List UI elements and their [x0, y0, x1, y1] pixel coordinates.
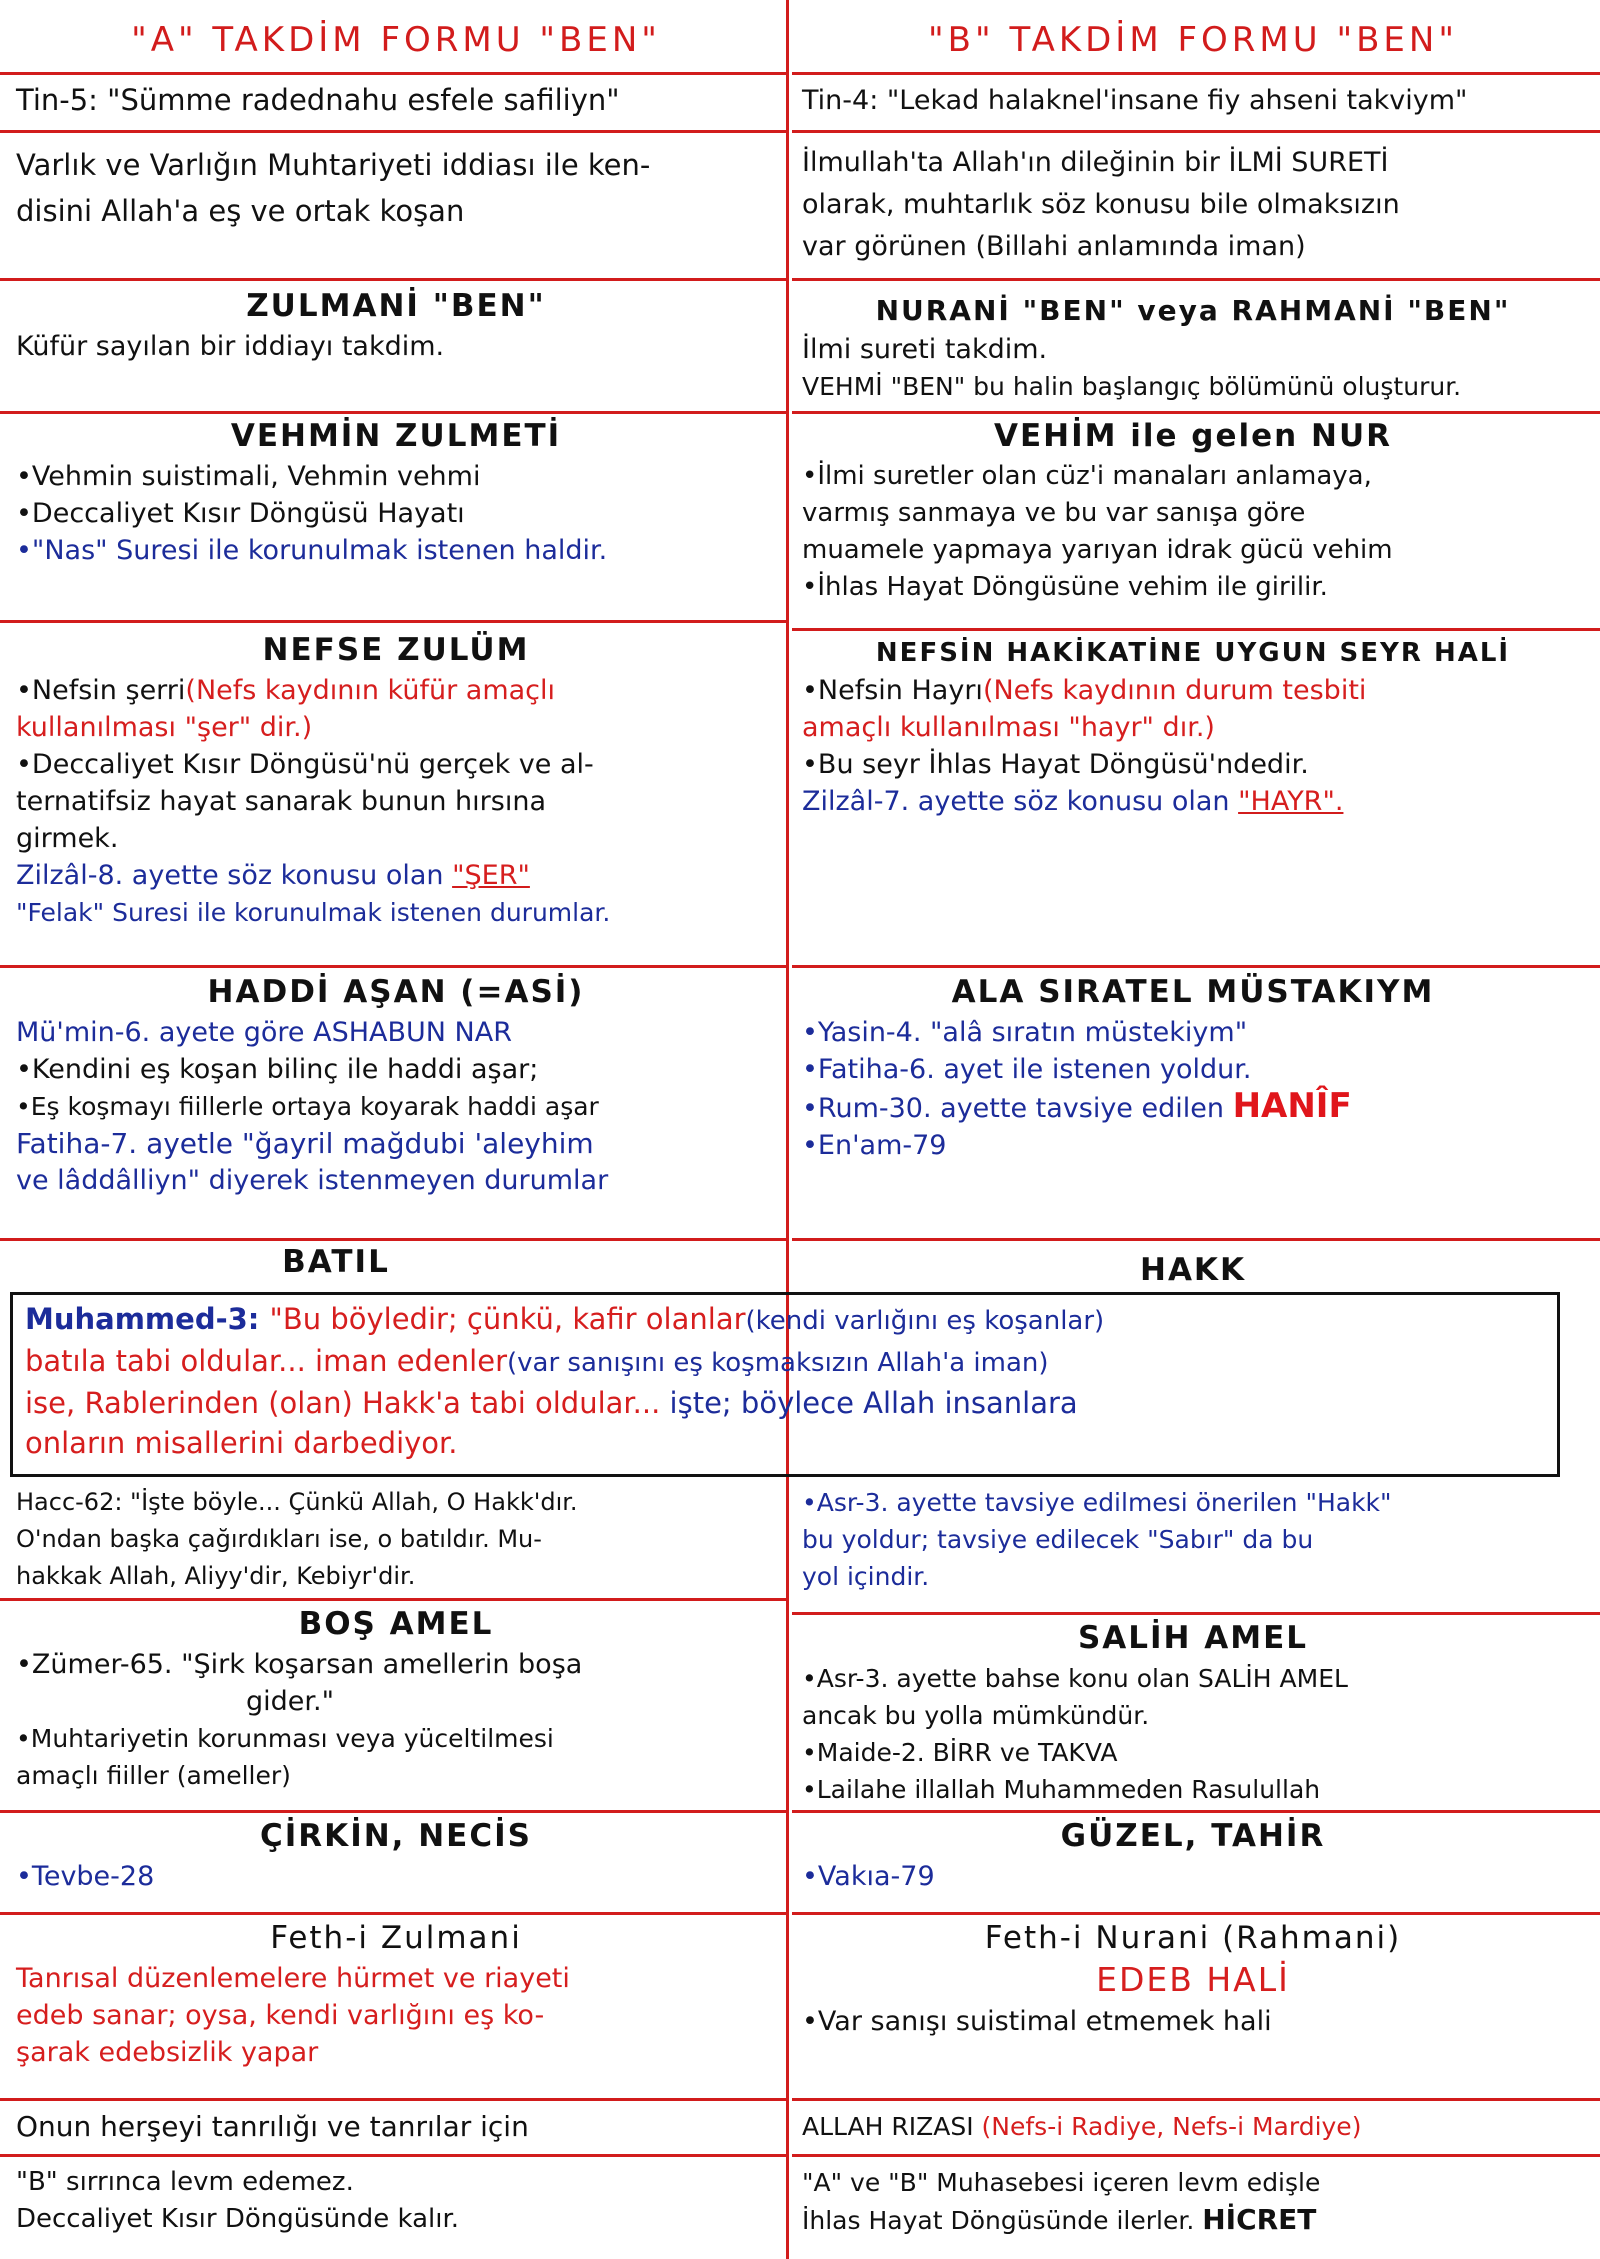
section-title: ÇİRKİN, NECİS	[260, 1818, 532, 1854]
divider	[792, 1238, 1600, 1241]
row5-right	[792, 634, 1594, 965]
row3-left	[6, 284, 786, 411]
red-note: kullanılması "şer" dir.)	[16, 712, 313, 743]
ser-word: "ŞER"	[452, 860, 530, 891]
divider	[0, 278, 786, 281]
red-text: Tanrısal düzenlemelere hürmet ve riayeti	[16, 1963, 570, 1994]
section-title: Feth-i Nurani (Rahmani)	[984, 1920, 1402, 1956]
divider	[0, 2154, 786, 2157]
edeb-hali-title: EDEB HALİ	[1096, 1960, 1290, 1999]
section-title: NEFSE ZULÜM	[262, 632, 530, 668]
nefs-hayri: •Nefsin Hayrı	[802, 675, 983, 706]
divider	[0, 1598, 786, 1601]
divider	[792, 72, 1600, 75]
section-title: SALİH AMEL	[1077, 1620, 1309, 1656]
divider	[792, 1810, 1600, 1813]
text-line: "A" ve "B" Muhasebesi içeren levm edişle	[802, 2168, 1321, 2197]
red-note: (Nefs kaydının küfür amaçlı	[185, 675, 556, 706]
row8-left	[6, 1480, 786, 1598]
text-line: Deccaliyet Kısır Döngüsünde kalır.	[16, 2204, 460, 2234]
tevbe28-note: •Tevbe-28	[16, 1861, 155, 1892]
red-text: ise, Rablerinden (olan) Hakk'a tabi oldular...	[25, 1386, 670, 1420]
hicret-word: HİCRET	[1202, 2203, 1317, 2236]
row1-left	[6, 78, 786, 130]
text-line: •Eş koşmayı fiillerle ortaya koyarak haddi aşar	[16, 1092, 599, 1121]
row6-right	[792, 970, 1594, 1238]
asr3-line: •Asr-3. ayette tavsiye edilmesi önerilen "Hakk"	[802, 1488, 1392, 1517]
section-title: BOŞ AMEL	[298, 1606, 494, 1642]
text-line: Onun herşeyi tanrılığı ve tanrılar için	[16, 2110, 529, 2143]
center-divider	[786, 0, 789, 2259]
text-line: •Lailahe illallah Muhammeden Rasulullah	[802, 1775, 1321, 1804]
row3-right	[792, 290, 1594, 411]
text-line: İlmullah'ta Allah'ın dileğinin bir İLMİ SURETİ	[802, 147, 1389, 178]
row9-right	[792, 1616, 1594, 1810]
text-line: varmış sanmaya ve bu var sanışa göre	[802, 498, 1306, 528]
red-text: "Bu böyledir; çünkü, kafir olanlar	[269, 1302, 746, 1336]
divider	[792, 628, 1600, 631]
row11-left	[6, 1916, 786, 2098]
fatiha6-note: •Fatiha-6. ayet ile istenen yoldur.	[802, 1054, 1252, 1085]
section-title: ZULMANİ "BEN"	[246, 288, 546, 324]
red-note: (Nefs kaydının durum tesbiti	[982, 675, 1367, 706]
vakia79-note: •Vakıa-79	[802, 1861, 935, 1892]
header-right-cell	[792, 0, 1594, 72]
text-line: •Deccaliyet Kısır Döngüsü Hayatı	[16, 498, 465, 529]
text-line: O'ndan başka çağırdıkları ise, o batıldır. Mu-	[16, 1525, 542, 1553]
mumin6-note: Mü'min-6. ayete göre ASHABUN NAR	[16, 1017, 512, 1048]
zilzal7-note: Zilzâl-7. ayette söz konusu olan	[802, 786, 1239, 817]
text-line: bu yoldur; tavsiye edilecek "Sabır" da bu	[802, 1525, 1314, 1554]
row11-right	[792, 1916, 1594, 2098]
section-title: VEHMİN ZULMETİ	[230, 418, 562, 454]
muhammed3-ref: Muhammed-3:	[25, 1302, 270, 1336]
divider	[0, 130, 786, 133]
divider	[0, 2098, 786, 2101]
section-title: VEHİM ile gelen NUR	[993, 418, 1393, 454]
fatiha7-note: Fatiha-7. ayetle "ğayril mağdubi 'aleyhim	[16, 1127, 594, 1160]
divider	[792, 130, 1600, 133]
text-line: •Zümer-65. "Şirk koşarsan amellerin boşa	[16, 1649, 583, 1680]
tin5-verse: Tin-5: "Sümme radednahu esfele safiliyn"	[16, 83, 620, 117]
nefs-serri: •Nefsin şerri	[16, 675, 186, 706]
text-line: İhlas Hayat Döngüsünde ilerler.	[802, 2206, 1203, 2235]
fatiha7-note: ve lâddâlliyn" diyerek istenmeyen durumlar	[16, 1165, 609, 1196]
section-title: BATIL	[282, 1244, 390, 1280]
divider	[0, 965, 786, 968]
text-line: disini Allah'a eş ve ortak koşan	[16, 194, 465, 228]
zilzal8-note: Zilzâl-8. ayette söz konusu olan	[16, 860, 453, 891]
nas-sure-note: •"Nas" Suresi ile korunulmak istenen haldir.	[16, 535, 608, 566]
enam79-note: •En'am-79	[802, 1130, 947, 1161]
red-text: onların misallerini darbediyor.	[25, 1426, 458, 1460]
text-line: Küfür sayılan bir iddiayı takdim.	[16, 331, 445, 362]
divider	[792, 278, 1600, 281]
muhammed3-box	[10, 1292, 1560, 1477]
text-line: hakkak Allah, Aliyy'dir, Kebiyr'dir.	[16, 1562, 416, 1590]
red-text: (Nefs-i Radiye, Nefs-i Mardiye)	[981, 2112, 1362, 2141]
blue-text: işte; böylece Allah insanlara	[669, 1386, 1078, 1420]
batil-title-cell	[6, 1242, 786, 1290]
row13-right	[792, 2160, 1594, 2256]
section-title: HADDİ AŞAN (=ASİ)	[207, 974, 585, 1010]
text-line: var görünen (Billahi anlamında iman)	[802, 231, 1306, 262]
section-title: Feth-i Zulmani	[270, 1920, 522, 1956]
section-title: NEFSİN HAKİKATİNE UYGUN SEYR HALİ	[875, 638, 1511, 668]
row13-left	[6, 2160, 786, 2256]
allah-rizasi: ALLAH RIZASI	[802, 2112, 982, 2141]
divider	[792, 2098, 1600, 2101]
text-line: muamele yapmaya yarıyan idrak gücü vehim	[802, 535, 1393, 565]
red-text: batıla tabi oldular... iman edenler	[25, 1344, 507, 1378]
red-text: şarak edebsizlik yapar	[16, 2037, 319, 2068]
text-line: yol içindir.	[802, 1562, 930, 1591]
red-note: amaçlı kullanılması "hayr" dır.)	[802, 712, 1215, 743]
text-line: ternatifsiz hayat sanarak bunun hırsına	[16, 786, 546, 817]
divider	[792, 965, 1600, 968]
text-line: amaçlı fiiller (ameller)	[16, 1761, 291, 1790]
row4-right	[792, 414, 1594, 628]
text-line: ancak bu yolla mümkündür.	[802, 1701, 1150, 1730]
divider	[0, 1810, 786, 1813]
section-title: HAKK	[1140, 1252, 1246, 1288]
hakk-title-cell	[792, 1250, 1594, 1290]
row12-right	[792, 2104, 1594, 2154]
row4-left	[6, 414, 786, 620]
row8-right	[792, 1480, 1594, 1612]
text-line: İlmi sureti takdim.	[802, 334, 1048, 365]
row2-right	[792, 138, 1594, 278]
blue-text: (kendi varlığını eş koşanlar)	[745, 1306, 1105, 1336]
text-line: girmek.	[16, 823, 119, 854]
hanif-word: HANÎF	[1232, 1086, 1352, 1126]
row10-right	[792, 1814, 1594, 1912]
yasin4-note: •Yasin-4. "alâ sıratın müstekiym"	[802, 1017, 1248, 1048]
row10-left	[6, 1814, 786, 1912]
felak-note: "Felak" Suresi ile korunulmak istenen durumlar.	[16, 898, 611, 927]
text-line: •Var sanışı suistimal etmemek hali	[802, 2006, 1272, 2037]
text-line: •İlmi suretler olan cüz'i manaları anlamaya,	[802, 461, 1372, 491]
text-line: gider."	[246, 1686, 335, 1717]
row5-left	[6, 628, 786, 965]
text-line: •Vehmin suistimali, Vehmin vehmi	[16, 461, 481, 492]
header-left: "A" TAKDİM FORMU "BEN"	[131, 20, 661, 60]
row1-right	[792, 78, 1594, 130]
tin4-verse: Tin-4: "Lekad halaknel'insane fiy ahseni takviym"	[802, 85, 1468, 116]
text-line: •Muhtariyetin korunması veya yüceltilmesi	[16, 1724, 554, 1753]
row12-left	[6, 2104, 786, 2154]
red-text: edeb sanar; oysa, kendi varlığını eş ko-	[16, 2000, 545, 2031]
section-title: NURANİ "BEN" veya RAHMANİ "BEN"	[875, 294, 1511, 327]
text-line: •İhlas Hayat Döngüsüne vehim ile girilir.	[802, 572, 1328, 602]
text-line: •Kendini eş koşan bilinç ile haddi aşar;	[16, 1054, 539, 1085]
divider	[0, 1912, 786, 1915]
row9-left	[6, 1602, 786, 1810]
text-line: •Bu seyr İhlas Hayat Döngüsü'ndedir.	[802, 749, 1309, 780]
divider	[0, 72, 786, 75]
header-left-cell	[6, 0, 786, 72]
text-line: •Maide-2. BİRR ve TAKVA	[802, 1738, 1118, 1767]
divider	[0, 1238, 786, 1241]
divider	[792, 1912, 1600, 1915]
divider	[0, 620, 786, 623]
divider	[792, 2154, 1600, 2157]
row2-left	[6, 138, 786, 278]
section-title: ALA SIRATEL MÜSTAKIYM	[951, 974, 1435, 1010]
divider	[792, 1612, 1600, 1615]
text-line: olarak, muhtarlık söz konusu bile olmaksızın	[802, 189, 1400, 220]
rum30-note: •Rum-30. ayette tavsiye edilen	[802, 1093, 1233, 1124]
blue-text: (var sanışını eş koşmaksızın Allah'a iman)	[507, 1348, 1049, 1378]
header-right: "B" TAKDİM FORMU "BEN"	[928, 20, 1458, 60]
section-title: GÜZEL, TAHİR	[1060, 1818, 1326, 1854]
text-line: •Asr-3. ayette bahse konu olan SALİH AMEL	[802, 1664, 1348, 1693]
row6-left	[6, 970, 786, 1238]
text-line: •Deccaliyet Kısır Döngüsü'nü gerçek ve al-	[16, 749, 594, 780]
text-line: "B" sırrınca levm edemez.	[16, 2167, 354, 2197]
text-line: VEHMİ "BEN" bu halin başlangıç bölümünü oluşturur.	[802, 372, 1462, 401]
hacc62-line: Hacc-62: "İşte böyle... Çünkü Allah, O Hakk'dır.	[16, 1488, 578, 1516]
text-line: Varlık ve Varlığın Muhtariyeti iddiası ile ken-	[16, 148, 651, 182]
hayr-word: "HAYR".	[1238, 786, 1344, 817]
